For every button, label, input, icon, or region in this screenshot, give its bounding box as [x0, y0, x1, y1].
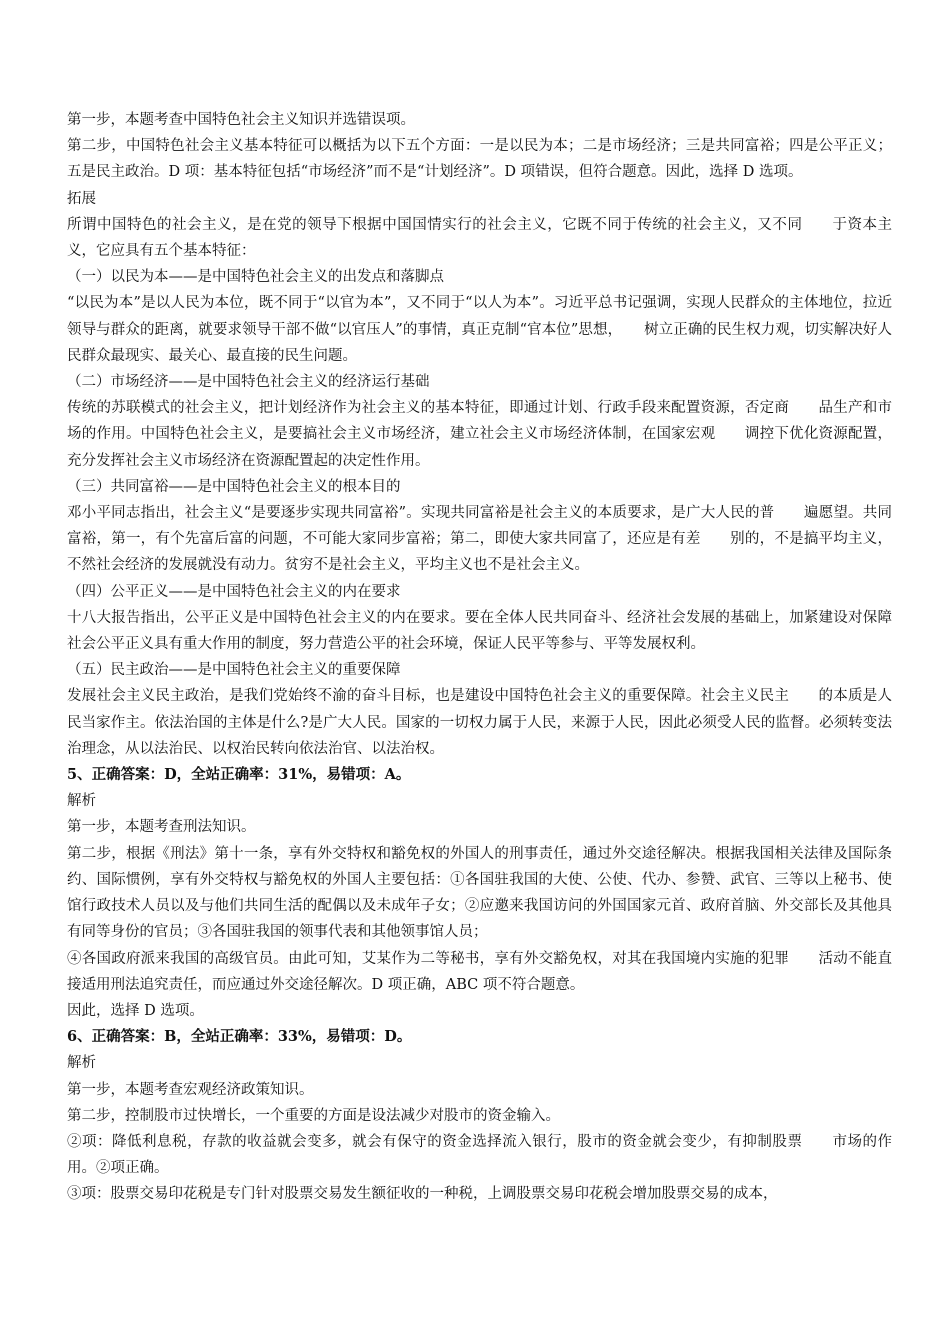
section-heading: 解析: [67, 1055, 96, 1072]
paragraph: ②项：降低利息税，存款的收益就会变多，就会有保守的资金选择流入银行，股市的资金就会变少，有抑制股票 市场的作用。②项正确。: [67, 1133, 892, 1177]
document-page: [67, 107, 892, 1208]
section-heading: 解析: [67, 793, 96, 810]
answer-line-6: 6、正确答案：B，全站正确率：33%，易错项：D。: [67, 1028, 412, 1046]
paragraph: 第二步，中国特色社会主义基本特征可以概括为以下五个方面：一是以民为本；二是市场经济；三是共同富裕；四是公平正义；五是民主政治。D 项：基本特征包括“市场经济”而不是“计划经济”。D 项错误，但符合题意。因此，选择 D 选项。: [67, 138, 892, 181]
paragraph: 邓小平同志指出，社会主义“是要逐步实现共同富裕”。实现共同富裕是社会主义的本质要求，是广大人民的普 遍愿望。共同富裕，第一，有个先富后富的问题，不可能大家同步富裕；第二，即使大家共同富了，还应是有差 别的，不是搞平均主义，不然社会经济的发展就没有动力。贫穷不是社会主义，平均主义也不是社会主义。: [67, 505, 892, 574]
subsection-heading: （四）公平正义——是中国特色社会主义的内在要求: [67, 583, 401, 600]
paragraph: 因此，选择 D 选项。: [67, 1002, 204, 1019]
subsection-heading: （五）民主政治——是中国特色社会主义的重要保障: [67, 662, 401, 679]
paragraph: 第一步，本题考查宏观经济政策知识。: [67, 1081, 314, 1098]
paragraph: ③项：股票交易印花税是专门针对股票交易发生额征收的一种税，上调股票交易印花税会增加股票交易的成本，: [67, 1186, 778, 1203]
paragraph: 所谓中国特色的社会主义，是在党的领导下根据中国国情实行的社会主义，它既不同于传统的社会主义，又不同 于资本主义，它应具有五个基本特征：: [67, 216, 892, 260]
paragraph: 第一步，本题考查中国特色社会主义知识并选错误项。: [67, 112, 415, 128]
paragraph: 十八大报告指出，公平正义是中国特色社会主义的内在要求。要在全体人民共同奋斗、经济社会发展的基础上，加紧建设对保障社会公平正义具有重大作用的制度，努力营造公平的社会环境，保证人民平等参与、平等发展权利。: [67, 609, 892, 653]
subsection-heading: （二）市场经济——是中国特色社会主义的经济运行基础: [67, 374, 430, 391]
paragraph: 第一步，本题考查刑法知识。: [67, 819, 256, 836]
answer-line-5: 5、正确答案：D，全站正确率：31%，易错项：A。: [67, 766, 411, 784]
subsection-heading: （一）以民为本——是中国特色社会主义的出发点和落脚点: [67, 269, 444, 286]
paragraph: 第二步，控制股市过快增长，一个重要的方面是设法减少对股市的资金输入。: [67, 1107, 560, 1124]
paragraph: “以民为本”是以人民为本位，既不同于“以官为本”，又不同于“以人为本”。习近平总书记强调，实现人民群众的主体地位，拉近领导与群众的距离，就要求领导干部不做“以官压人”的事情，真正克制“官本位”思想， 树立正确的民生权力观，切实解决好人民群众最现实、最关心、最直接的民生问题。: [67, 295, 892, 364]
section-heading: 拓展: [67, 190, 96, 207]
paragraph: ④各国政府派来我国的高级官员。由此可知，艾某作为二等秘书，享有外交豁免权，对其在我国境内实施的犯罪 活动不能直接适用刑法追究责任，而应通过外交途径解次。D 项正确，ABC 项不符合题意。: [67, 950, 892, 993]
paragraph: 发展社会主义民主政治，是我们党始终不渝的奋斗目标，也是建设中国特色社会主义的重要保障。社会主义民主 的本质是人民当家作主。依法治国的主体是什么?是广大人民。国家的一切权力属于人民，来源于人民，因此必须受人民的监督。必须转变法治理念，从以法治民、以权治民转向依法治官、以法治权。: [67, 688, 892, 757]
paragraph: 传统的苏联模式的社会主义，把计划经济作为社会主义的基本特征，即通过计划、行政手段来配置资源，否定商 品生产和市场的作用。中国特色社会主义，是要搞社会主义市场经济，建立社会主义市场经济体制，在国家宏观 调控下优化资源配置，充分发挥社会主义市场经济在资源配置起的决定性作用。: [67, 400, 892, 469]
paragraph: 第二步，根据《刑法》第十一条，享有外交特权和豁免权的外国人的刑事责任，通过外交途径解决。根据我国相关法律及国际条约、国际惯例，享有外交特权与豁免权的外国人主要包括：①各国驻我国的大使、公使、代办、参赞、武官、三等以上秘书、使馆行政技术人员以及与他们共同生活的配偶以及未成年子女；②应邀来我国访问的外国国家元首、政府首脑、外交部长及其他具有同等身份的官员；③各国驻我国的领事代表和其他领事馆人员；: [67, 845, 892, 941]
subsection-heading: （三）共同富裕——是中国特色社会主义的根本目的: [67, 478, 401, 495]
